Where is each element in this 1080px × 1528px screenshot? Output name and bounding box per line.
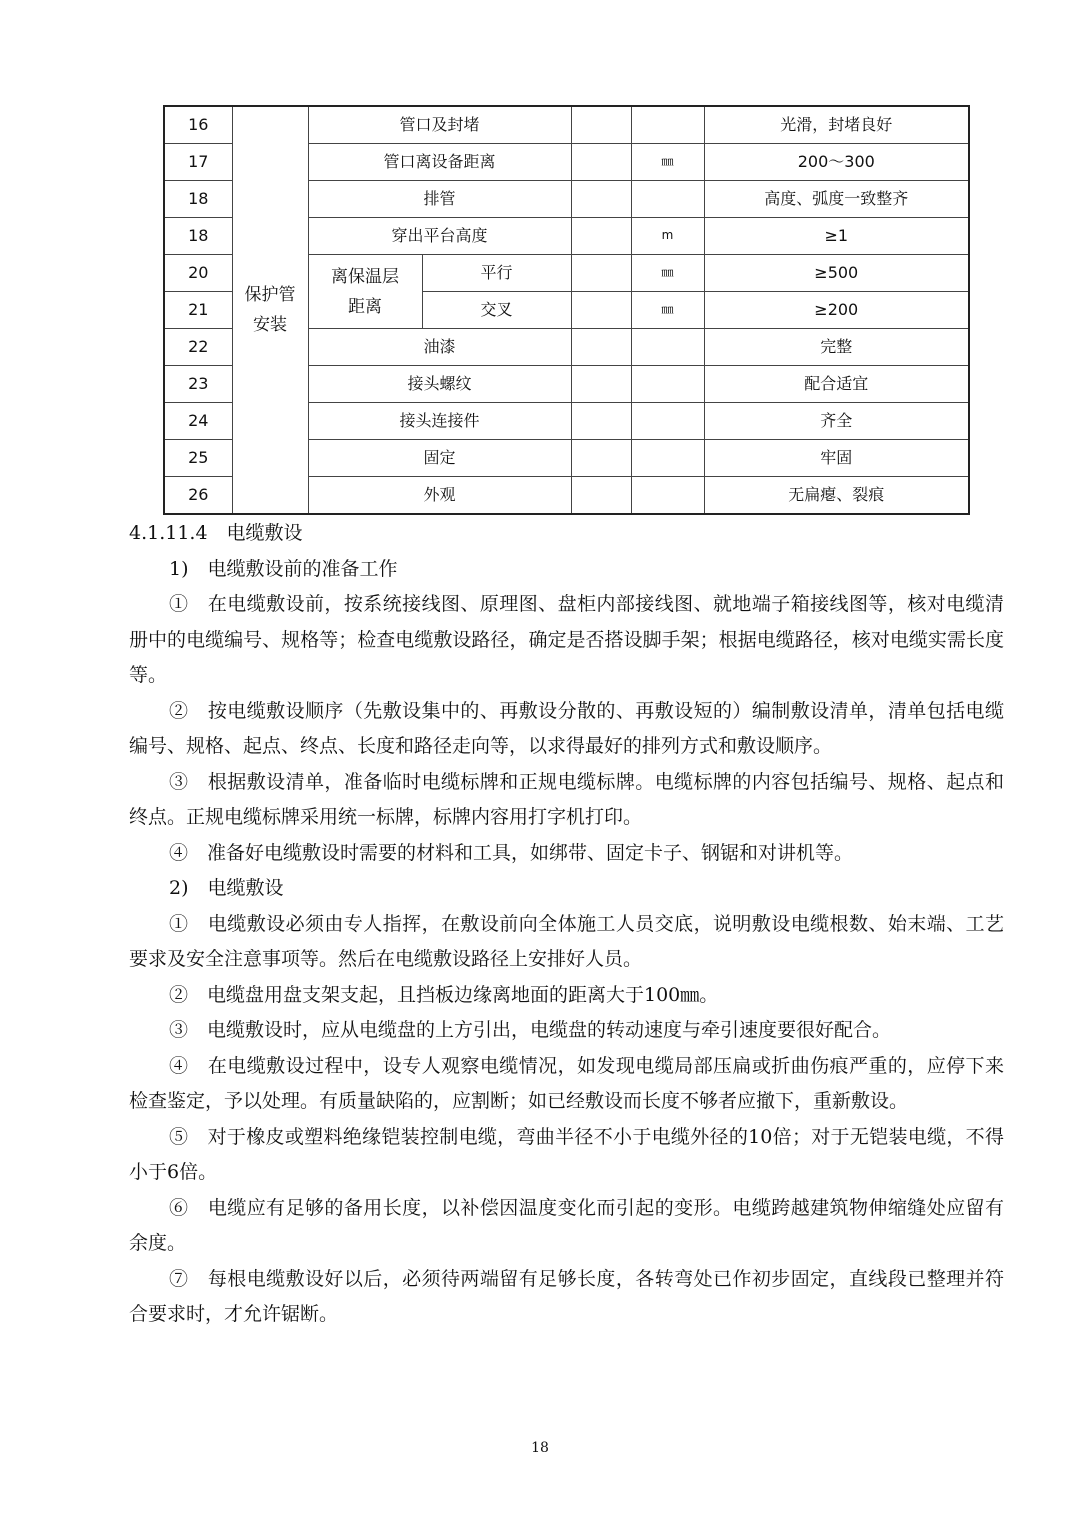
group-label-line2: 安装 xyxy=(253,315,287,335)
item-cell: 外观 xyxy=(308,477,571,515)
value-cell: 牢固 xyxy=(704,440,969,477)
row-number: 23 xyxy=(164,366,232,403)
row-number: 21 xyxy=(164,292,232,329)
paragraph: ⑥ 电缆应有足够的备用长度，以补偿因温度变化而引起的变形。电缆跨越建筑物伸缩缝处应留有余度。 xyxy=(129,1196,1004,1254)
unit-cell: ㎜ xyxy=(631,292,704,329)
table-row xyxy=(164,106,969,144)
sub-label-line2: 距离 xyxy=(348,296,382,317)
group-label-cell xyxy=(232,106,308,514)
value-cell: ≥200 xyxy=(704,292,969,329)
row-number: 24 xyxy=(164,403,232,440)
paragraph: ⑤ 对于橡皮或塑料绝缘铠装控制电缆，弯曲半径不小于电缆外径的10倍；对于无铠装电缆，不得小于6倍。 xyxy=(129,1125,1004,1183)
blank-cell xyxy=(571,181,631,218)
item-cell: 接头螺纹 xyxy=(308,366,571,403)
item-cell: 排管 xyxy=(308,181,571,218)
paragraph: ③ 根据敷设清单，准备临时电缆标牌和正规电缆标牌。电缆标牌的内容包括编号、规格、起点和终点。正规电缆标牌采用统一标牌，标牌内容用打字机打印。 xyxy=(129,770,1004,828)
blank-cell xyxy=(571,477,631,515)
paragraph: ① 在电缆敷设前，按系统接线图、原理图、盘柜内部接线图、就地端子箱接线图等，核对电缆清册中的电缆编号、规格等；检查电缆敷设路径，确定是否搭设脚手架；根据电缆路径，核对电缆实需长度等。 xyxy=(129,593,1004,686)
row-number: 20 xyxy=(164,255,232,292)
sub-label-cell xyxy=(308,255,422,329)
blank-cell xyxy=(571,366,631,403)
row-number: 16 xyxy=(164,106,232,144)
blank-cell xyxy=(571,106,631,144)
section-heading: 4.1.11.4 电缆敷设 xyxy=(129,522,303,544)
page-number: 18 xyxy=(531,1440,549,1456)
item-cell: 油漆 xyxy=(308,329,571,366)
blank-cell xyxy=(571,255,631,292)
value-cell: 无扁瘪、裂痕 xyxy=(704,477,969,515)
paragraph: ② 电缆盘用盘支架支起，且挡板边缘离地面的距离大于100㎜。 xyxy=(169,983,719,1006)
item-cell: 平行 xyxy=(422,255,571,292)
body-text xyxy=(129,516,1004,1333)
row-number: 18 xyxy=(164,218,232,255)
subsection-heading: 2) 电缆敷设 xyxy=(169,877,284,899)
blank-cell xyxy=(571,403,631,440)
group-label-line1: 保护管 xyxy=(244,285,296,305)
unit-cell: m xyxy=(631,218,704,255)
item-cell: 管口及封堵 xyxy=(308,106,571,144)
sub-label-line1: 离保温层 xyxy=(331,266,399,287)
blank-cell xyxy=(571,440,631,477)
paragraph: ④ 准备好电缆敷设时需要的材料和工具，如绑带、固定卡子、钢锯和对讲机等。 xyxy=(169,841,854,864)
value-cell: 光滑，封堵良好 xyxy=(704,106,969,144)
paragraph: ② 按电缆敷设顺序（先敷设集中的、再敷设分散的、再敷设短的）编制敷设清单，清单包括电缆编号、规格、起点、终点、长度和路径走向等，以求得最好的排列方式和敷设顺序。 xyxy=(129,699,1004,757)
value-cell: ≥1 xyxy=(704,218,969,255)
blank-cell xyxy=(571,329,631,366)
value-cell: 齐全 xyxy=(704,403,969,440)
blank-cell xyxy=(571,144,631,181)
blank-cell xyxy=(571,218,631,255)
item-cell: 交叉 xyxy=(422,292,571,329)
item-cell: 接头连接件 xyxy=(308,403,571,440)
row-number: 25 xyxy=(164,440,232,477)
unit-cell xyxy=(631,477,704,515)
blank-cell xyxy=(571,292,631,329)
value-cell: 高度、弧度一致整齐 xyxy=(704,181,969,218)
value-cell: 200～300 xyxy=(704,144,969,181)
row-number: 22 xyxy=(164,329,232,366)
value-cell: 完整 xyxy=(704,329,969,366)
unit-cell xyxy=(631,181,704,218)
unit-cell xyxy=(631,106,704,144)
inspection-table xyxy=(163,105,970,515)
unit-cell xyxy=(631,366,704,403)
unit-cell: ㎜ xyxy=(631,255,704,292)
paragraph: ③ 电缆敷设时，应从电缆盘的上方引出，电缆盘的转动速度与牵引速度要很好配合。 xyxy=(169,1019,892,1041)
unit-cell: ㎜ xyxy=(631,144,704,181)
unit-cell xyxy=(631,403,704,440)
row-number: 26 xyxy=(164,477,232,515)
paragraph: ① 电缆敷设必须由专人指挥，在敷设前向全体施工人员交底，说明敷设电缆根数、始末端、工艺要求及安全注意事项等。然后在电缆敷设路径上安排好人员。 xyxy=(129,912,1004,970)
value-cell: ≥500 xyxy=(704,255,969,292)
paragraph: ④ 在电缆敷设过程中，设专人观察电缆情况，如发现电缆局部压扁或折曲伤痕严重的，应停下来检查鉴定，予以处理。有质量缺陷的，应割断；如已经敷设而长度不够者应撤下，重新敷设。 xyxy=(129,1054,1004,1112)
value-cell: 配合适宜 xyxy=(704,366,969,403)
item-cell: 穿出平台高度 xyxy=(308,218,571,255)
row-number: 18 xyxy=(164,181,232,218)
unit-cell xyxy=(631,440,704,477)
item-cell: 管口离设备距离 xyxy=(308,144,571,181)
row-number: 17 xyxy=(164,144,232,181)
subsection-heading: 1) 电缆敷设前的准备工作 xyxy=(169,557,398,580)
paragraph: ⑦ 每根电缆敷设好以后，必须待两端留有足够长度，各转弯处已作初步固定，直线段已整理并符合要求时，才允许锯断。 xyxy=(129,1267,1004,1325)
item-cell: 固定 xyxy=(308,440,571,477)
unit-cell xyxy=(631,329,704,366)
